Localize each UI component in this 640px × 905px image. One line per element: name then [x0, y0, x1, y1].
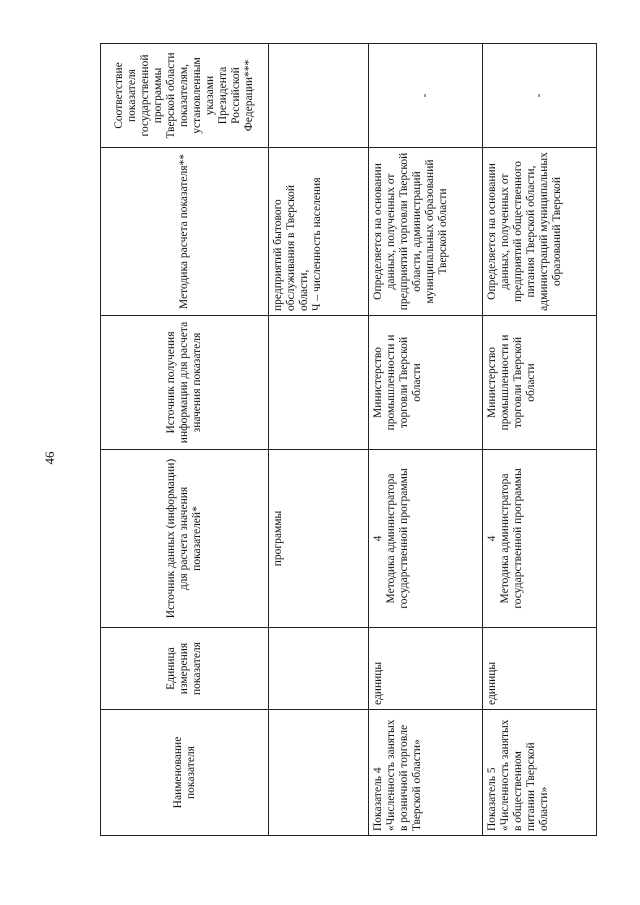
cell-name: Показатель 5 «Численность занятых в общественном питании Тверской области» — [483, 710, 597, 836]
source-code: 4 — [486, 535, 498, 542]
source-text: Методика администратора государственной программы — [385, 468, 410, 609]
cell-compliance: - — [483, 44, 597, 148]
source-text: Методика администратора государственной программы — [499, 468, 524, 609]
cell-data-source — [369, 450, 483, 628]
cell-name: Показатель 4 «Численность занятых в розничной торговле Тверской области» — [369, 710, 483, 836]
page-number: 46 — [42, 451, 57, 465]
source-code: 4 — [372, 535, 384, 542]
cell-source-organization: Министерство промышленности и торговли Тверской области — [483, 316, 597, 450]
header-source-organization: Источник получения информации для расчета значения показателя — [101, 316, 269, 450]
indicator-table — [100, 43, 597, 836]
cell-unit: единицы — [483, 628, 597, 710]
header-indicator-name: Наименование показателя — [101, 710, 269, 836]
cell-name — [269, 710, 369, 836]
cell-calculation-method — [269, 148, 369, 316]
cell-data-source: программы — [269, 450, 369, 628]
header-data-source: Источник данных (информации) для расчета значения показателей* — [101, 450, 269, 628]
method-line: предприятий бытового обслуживания в Тверской области, — [272, 185, 310, 311]
cell-calculation-method: Определяется на основании данных, полученных от предприятий торговли Тверской области, администраций муниципальных образований Тверской области — [369, 148, 483, 316]
header-compliance: Соответствие показателя государственной программы Тверской области показателям, установленным указами Президента Российской Федерации*** — [101, 44, 269, 148]
cell-unit — [269, 628, 369, 710]
cell-source-organization — [269, 316, 369, 450]
cell-compliance — [269, 44, 369, 148]
cell-calculation-method: Определяется на основании данных, полученных от предприятий общественного питания Тверской области, администраций муниципальных образований Тверской — [483, 148, 597, 316]
cell-data-source — [483, 450, 597, 628]
cell-source-organization: Министерство промышленности и торговли Тверской области — [369, 316, 483, 450]
header-calculation-method: Методика расчета показателя** — [101, 148, 269, 316]
indicator-table-sheet — [100, 44, 596, 836]
table-row — [269, 44, 369, 836]
method-line: Ч – численность населения — [311, 177, 323, 311]
table-row — [369, 44, 483, 836]
table-row — [483, 44, 597, 836]
table-header-row — [101, 44, 269, 836]
cell-unit: единицы — [369, 628, 483, 710]
cell-compliance: - — [369, 44, 483, 148]
header-unit: Единица измерения показателя — [101, 628, 269, 710]
